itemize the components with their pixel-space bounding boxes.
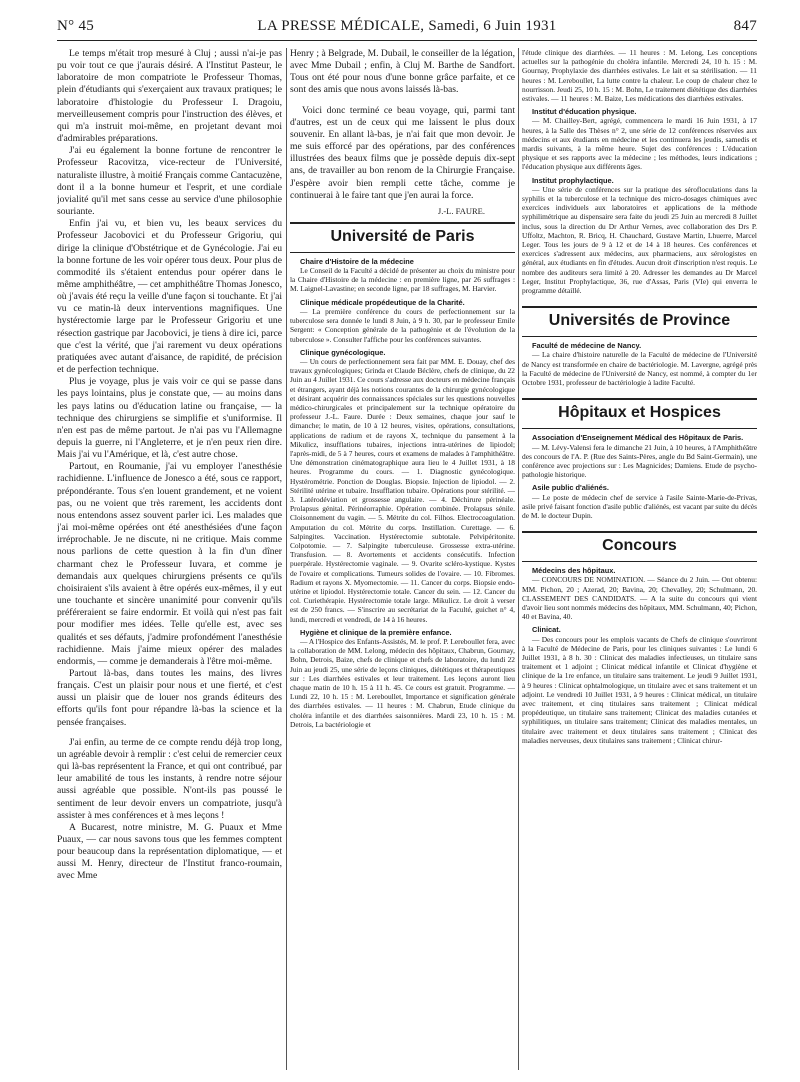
paragraph: Plus je voyage, plus je vais voir ce qui se passe dans les pays lointains, plus je constate que, — au moins dans les pays latins ou d'éducation latine ou française, — la technique des chirurgiens se simplifie et s'uniformise. Il n'en est pas de même partout. Je n'ai pas vu l'Allemagne depuis la guerre, ni l'Angleterre, et je n'en peux rien dire. Mais j'ai vu l'Amérique, et là, c'est autre chose.: [57, 376, 282, 461]
item-text: Le Conseil de la Faculté a décidé de présenter au choix du ministre pour la Chaire d'Histoire de la médecine : en première ligne, par 26 suffrages : M. Laignel-Lavastine; en seconde ligne, par 18 suffrages, M. Harvier.: [290, 266, 515, 294]
item-text: — M. Lévy-Valensi fera le dimanche 21 Juin, à 10 heures, à l'Amphithéâtre des concours de l'A. P. (Rue des Saints-Pères, angle du Bd Saint-Germain), une conférence avec projections sur : Les Magnicides; Damiens. Etude de psycho-pathologie historique.: [522, 442, 757, 480]
section-rule: [522, 428, 757, 429]
paragraph: Voici donc terminé ce beau voyage, qui, parmi tant d'autres, est un de ceux qui me laissent le plus doux souvenir. En allant là-bas, je n'ai fait que mon devoir. Je me suis efforcé par des opérations, par des conférences illustrées des beaux films que je possède depuis dix-sept ans, de travailler au bon renom de la Chirurgie Française. J'espère avoir bien rempli cette tâche, comme je continuerai à le faire tant que j'en aurai la force.: [290, 104, 515, 201]
section-rule: [290, 252, 515, 253]
item-text: — CONCOURS DE NOMINATION. — Séance du 2 Juin. — Ont obtenu: MM. Pichon, 20 ; Azerad, 20; Bavina, 20; Chevalley, 20; Schulmann, 20. CLASSEMENT DES CANDIDATS. — A la suite du concours qui vient d'avoir lieu sont nommés médecins des hôpitaux, MM. Schulmann, 40; Pichon, 40 et Bavina, 40.: [522, 575, 757, 622]
section-rule: [522, 561, 757, 562]
item-title: Hygiène et clinique de la première enfance.: [300, 627, 452, 637]
paragraph: Partout, en Roumanie, j'ai vu employer l'anesthésie rachidienne. L'influence de Jonesco a été, sous ce rapport, prépondérante. Tous s'en louent grandement, et ne voient pas, ou ne voient que très rarement, les accidents dont nous entendons assez souvent parler ici. Les malades que j'ai moi-même opérées ont été anesthésiées d'une façon irréprochable. Je ne discute, ni ne critique. Mais comme nous parlions de cette question à la fin d'un dîner charmant chez le Professeur Iuvara, et comme je demandais aux quelques chirurgiens présents ce qu'ils choisiraient s'ils avaient à être opérés eux-mêmes, il y eut une touchante et sincère unanimité pour convenir qu'ils préféreraient se faire endormir. Et voilà qui n'est pas fait pour modifier mes idées. Telle qu'elle est, avec ses qualités et ses défauts, j'admire profondément l'anesthésie rachidienne. Mais j'aime mieux opérer des malades endormis, — comme je demanderais à l'être moi-même.: [57, 461, 282, 667]
paragraph: Le temps m'était trop mesuré à Cluj ; aussi n'ai-je pas pu voir tout ce que j'aurais désiré. A l'Institut Pasteur, le laboratoire de mon compatriote le Professeur Thomas, plein d'étudiants qui s'exerçaient aux travaux pratiques; le laboratoire d'histologie du Professeur I. Dragoiu, merveilleusement compris pour l'instruction des élèves, et qui m'a instruit moi-même, en projetant devant moi d'admirables préparations.: [57, 48, 282, 145]
item-title: Médecins des hôpitaux.: [532, 566, 616, 576]
item-title: Faculté de médecine de Nancy.: [532, 341, 642, 351]
item-text: — Des concours pour les emplois vacants de Chefs de clinique s'ouvriront à la Faculté de Médecine de Paris, pour les cliniques suivantes : Le lundi 6 Juillet 1931, à 8 h. 30 : Clinicat des maladies infectieuses, un titulaire sans traitement et 1 adjoint ; Clinicat médical infantile et Clinicat d'hygiène et clinique de la 1re enfance, un titulaire sans traitement. Le jeudi 9 Juillet 1931, à 9 heures : Clinicat ophtalmologique, un titulaire avec et sans traitement et un adjoint. Le vendredi 10 Juillet 1931, à 9 heures : Clinicat médical, un titulaire avec traitement, et cinq titulaires sans traitement ; Clinicat médical propédeutique, un titulaire sans traitement; Clinicat des maladies cutanées et syphilitiques, un titulaire sans traitement; Clinicat des maladies mentales, un titulaire avec traitement et deux titulaires sans traitement ; Clinicat des maladies nerveuses, deux titulaires sans traitement ; Clinicat chirur-: [522, 634, 757, 745]
section-rule: [522, 336, 757, 337]
signature: J.-L. FAURE.: [437, 205, 485, 216]
item-title: Clinique gynécologique.: [300, 347, 386, 357]
paragraph: Enfin j'ai vu, et bien vu, les beaux services du Professeur Jacobovici et du Professeur Grigoriu, qui dirige la clinique d'Obstétrique et de Gynécologie. J'ai eu la bonne fortune de les voir opérer tous deux. Pour plus de commodité ils s'étaient entendus pour opérer dans le même amphithéâtre, — cet amphithéâtre Thomas Jonesco, où j'avais été reçu la veille d'une façon si touchante. Et j'ai vu ce matin-là deux interventions magnifiques. Une hystérectomie large par le Professeur Grigoriu et une résection gastrique par Jacobovici, je tiens à dire ici, parce que c'est la vérité, que j'ai rarement vu deux opérations pratiquées avec autant d'aisance, de rapidité, de précision et de perfection technique.: [57, 218, 282, 376]
item-text: — Un cours de perfectionnement sera fait par MM. E. Douay, chef des travaux gynécologiques; Grinda et Claude Béclère, chefs de clinique, du 22 Juin au 4 Juillet 1931. Ce cours s'adresse aux docteurs en médecine français et étrangers, ayant déjà les notions courantes de la chirurgie gynécologique et désirant acquérir des connaissances spéciales sur les questions nouvelles médico-chirurgicales et principalement sur la technique opératoire du professeur J.-L. Faure. Durée : Deux semaines, chaque jour sauf le dimanche; le matin, de 10 à 12 heures, visites, opérations, consultations, applications de radium et de rayons X, technique du pansement à la Mikulicz, insufflations tubaires, injections intra-utérines de lipiodol; l'après-midi, de 5 à 7 heures, cours et examens de malades à l'amphithéâtre. Une démonstration cinématographique aura lieu le 4 Juillet 1931, à 18 heures. Programme du cours. — 1. Diagnostic gynécologique. Hystérométrie. Ponction de Douglas. Biopsie. Injection de lipiodol. — 2. Stérilité utérine et tubaire. Insufflation tubaire. Opérations pour stérilité. — 3. Latérodéviation et grossesse angulaire. — 4. Déchirure périnéale. Prolapsus génital. Périnéorraphie. Opération combinée. Prolapsus sénile. Cloisonnement du vagin. — 5. Métrite du col. Filhos. Electrocoagulation. Amputation du col. Métrite du corps. Instillation. Curettage. — 6. Salpingites. Vaccination. Hystérectomie subtotale. Pelvipéritonite. Colpotomie. — 7. Salpingite tuberculeuse. Grossesse extra-utérine. Transfusion. — 8. Avortements et accidents consécutifs. Infection puerpérale. Hystérectomie vaginale. — 9. Ovarite scléro-kystique. Kystes de l'ovaire et complications. Tumeurs solides de l'ovaire. — 10. Fibromes. Radium et rayons X. Myomectomie. — 11. Cancer du corps. Biopsie endo-utérine et lipiodol. Hystérectomie totale. Cancer du sein. — 12. Cancer du col. Curiethérapie. Hystérectomie totale large. Mikulicz. Le droit à verser est de 250 francs. — S'inscrire au secrétariat de la Faculté, guichet n° 4, lundi, mercredi et vendredi, de 14 à 16 heures.: [290, 356, 515, 624]
item-title: Clinique médicale propédeutique de la Charité.: [300, 297, 465, 307]
item-text: — La première conférence du cours de perfectionnement sur la tuberculose sera donnée le lundi 8 Juin, à 9 h. 30, par le professeur Emile Sergent: « Conception générale de la pathogénie et de l'évolution de la tuberculose ». Consulter l'affiche pour les conférences suivantes.: [290, 306, 515, 344]
item-title: Asile public d'aliénés.: [532, 483, 609, 493]
column-3: [522, 48, 757, 1078]
column-divider: [518, 48, 519, 1070]
section-title-universites-province: Universités de Province: [548, 312, 731, 330]
section-title-hopitaux: Hôpitaux et Hospices: [558, 404, 721, 422]
column-1: [57, 48, 282, 1078]
item-text: — M. Chailley-Bert, agrégé, commencera le mardi 16 Juin 1931, à 17 heures, à la Salle des Thèses n° 2, une série de 12 conférences réservées aux médecins et aux étudiants en médecine et les continuera les jeudis, samedis et mardis suivants, à la même heure. Sujet des conférences : L'éducation physique et ses rapports avec la médecine ; les méthodes, leurs indications ; l'éducation physique aux différents âges.: [522, 116, 757, 172]
section-title-universite-paris: Université de Paris: [330, 227, 475, 245]
paragraph: Partout là-bas, dans toutes les mains, des livres français. C'est un plaisir pour nous et une fierté, et c'est aussi un plaisir que de louer nos grands éditeurs des efforts qu'ils font pour répandre là-bas la science et la pensée françaises.: [57, 667, 282, 728]
item-text: — La chaire d'histoire naturelle de la Faculté de médecine de l'Université de Nancy est transformée en chaire de bactériologie. M. Lavergne, agrégé près la Faculté de médecine de l'Université de Nancy, est nommé, à compter du 1er Octobre 1931, professeur de bactériologie à ladite Faculté.: [522, 350, 757, 388]
paragraph: A Bucarest, notre ministre, M. G. Puaux et Mme Puaux, — car nous savons tous que les femmes comptent pour beaucoup dans la représentation diplomatique, — et aussi M. Henry, directeur de l'Institut franco-roumain, avec Mme: [57, 821, 282, 882]
column-2: [290, 48, 515, 1078]
item-title: Clinicat.: [532, 625, 561, 635]
paragraph: Henry ; à Belgrade, M. Dubail, le conseiller de la légation, avec Mme Dubail ; enfin, à Cluj M. Barthe de Sandfort. Tous ont été pour nous d'une bonne grâce parfaite, et ce sont des amis que nous avons laissés là-bas.: [290, 48, 515, 96]
page-number: 847: [733, 18, 757, 34]
header-title: LA PRESSE MÉDICALE, Samedi, 6 Juin 1931: [257, 18, 557, 34]
section-title-concours: Concours: [602, 537, 677, 555]
header-rule: [57, 40, 757, 41]
paragraph: J'ai eu également la bonne fortune de rencontrer le Professeur Racovitza, vice-recteur de l'Université, naturaliste illustre, à moitié Français comme Cantacuzène, dont il a la bonne humeur et l'esprit, et une cordiale jovialité qu'il met sans cesse au service d'une philosophie souriante.: [57, 145, 282, 218]
item-title: Chaire d'Histoire de la médecine: [300, 256, 414, 266]
item-title: Association d'Enseignement Médical des Hôpitaux de Paris.: [532, 433, 744, 443]
issue-number: N° 45: [57, 18, 95, 34]
item-text: — A l'Hospice des Enfants-Assistés, M. le prof. P. Lereboullet fera, avec la collaboration de MM. Lelong, médecin des hôpitaux, Chabrun, Gournay, Bohn, Detrois, Baize, chefs de clinique et chefs de laboratoire, du lundi 22 Juin au jeudi 25, une série de leçons cliniques, diététiques et thérapeutiques sur : Les diarrhées estivales et leur traitement. Les leçons auront lieu chaque matin de 10 h. 15 à 11 h. 45. Ce cours est gratuit. Programme. — Lundi 22, 10 h. 15 : M. Lereboullet, Importance et signification générale des diarrhées estivales. — 11 heures : M. Chabrun, Etude clinique du choléra infantile et des diarrhées saisonnières. Mardi 23, 10 h. 15 : M. Detrois, La bactériologie et: [290, 637, 515, 729]
column-divider: [286, 48, 287, 1070]
page-header: [57, 18, 757, 38]
item-title: Institut d'éducation physique.: [532, 107, 637, 117]
item-text: — Une série de conférences sur la pratique des sérofloculations dans la syphilis et la tuberculose et la technique des micro-dosages chimiques avec exercices individuels aux laboratoires et applications de la méthode syphilimétrique au dispensaire sera faite du jeudi 25 Juin au mercredi 8 Juillet inclus, sous la direction du Dr Arthur Vernes, avec collaboration des Drs P. Uffoltz, Machton, R. Bricq, H. Chauchard, Gustave Martin, Lhuerre, Marcel Leger. Tous les jours de 9 à 12 et de 14 à 18 heures. Ces conférences et exercices s'adressent aux médecins, aux pharmaciens, aux sérologistes en général, aux étudiants en fin d'études. Aucun droit d'inscription n'est requis. Le nombre des auditeurs sera limité à 20. Adresser les demandes au Dr Marcel Leger, Institut Prophylactique, 36, rue d'Assas, Paris (VIe) qui enverra le programme détaillé.: [522, 184, 757, 296]
paragraph: J'ai enfin, au terme de ce compte rendu déjà trop long, un agréable devoir à remplir : c'est celui de remercier ceux qui là-bas représentent la France, et qui ont contribué, par leur amabilité de tous les instants, à rendre notre séjour aussi agréable que possible. N'ont-ils pas poussé le sentiment de leur devoir envers un compatriote, jusqu'à assister à mes conférences et à mes leçons !: [57, 736, 282, 821]
item-title: Institut prophylactique.: [532, 175, 614, 185]
item-text: — Le poste de médecin chef de service à l'asile Sainte-Marie-de-Privas, asile privé faisant fonction d'asile public d'aliénés, est vacant par suite du décès de M. le docteur Dupin.: [522, 492, 757, 520]
item-text: l'étude clinique des diarrhées. — 11 heures : M. Lelong, Les conceptions actuelles sur la pathogénie du choléra infantile. Mercredi 24, 10 h. 15 : M. Gournay, Prophylaxie des diarrhées estivales. Le lait et sa stérilisation. — 11 heures : M. Lereboullet, La lutte contre la chaleur. Le coup de chaleur chez le nourrisson. Jeudi 25, 10 h. 15 : M. Bohn, Le traitement diététique des diarrhées estivales. — 11 heures : M. Baize, Les médications des diarrhées estivales.: [522, 48, 757, 104]
